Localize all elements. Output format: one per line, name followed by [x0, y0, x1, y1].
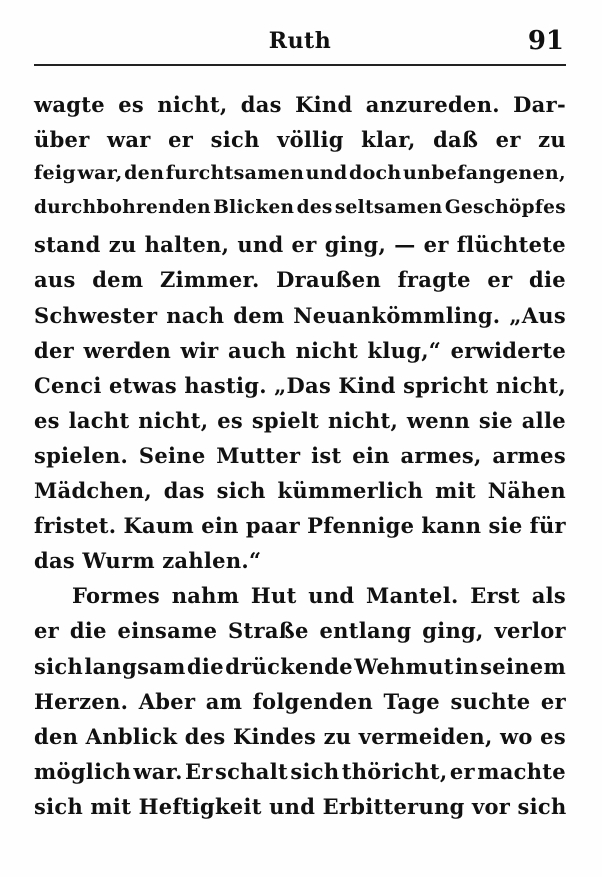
word: unbefangenen,	[403, 162, 566, 185]
word: mit	[90, 793, 132, 819]
text-line	[34, 373, 566, 408]
word: dem	[233, 302, 285, 328]
word: Straße	[228, 618, 309, 644]
word: Cenci	[34, 372, 102, 398]
word: völlig	[277, 127, 344, 153]
text-line	[34, 127, 566, 162]
text-line	[34, 232, 566, 267]
word: wo	[500, 723, 533, 749]
word: er	[449, 758, 475, 784]
word: sich	[210, 127, 260, 153]
word: kann	[421, 513, 482, 539]
word: er	[487, 267, 513, 293]
word: sich	[290, 758, 340, 784]
text-line	[34, 618, 566, 653]
word: „Das	[274, 372, 332, 398]
word: spielt	[251, 407, 320, 433]
word: Aber	[138, 688, 196, 714]
word: vermeiden,	[358, 723, 493, 749]
word: der	[34, 337, 75, 363]
header-rule	[34, 64, 566, 66]
word: als	[531, 583, 566, 609]
text-line	[34, 689, 566, 724]
word: es	[540, 723, 566, 749]
word: feig	[34, 162, 76, 185]
word: klug,“	[367, 337, 442, 363]
word: Er	[185, 758, 213, 784]
word: er	[495, 127, 521, 153]
word: spielen.	[34, 442, 129, 468]
word: das	[34, 548, 76, 574]
body-text	[34, 92, 566, 829]
word: Schwester	[34, 302, 158, 328]
word: Mutter	[216, 442, 301, 468]
word: zu	[538, 127, 566, 153]
text-line	[34, 724, 566, 759]
word: am	[205, 688, 243, 714]
word: verlor	[494, 618, 566, 644]
word: vor	[471, 793, 511, 819]
word: Anblick	[85, 723, 178, 749]
word: zu	[323, 723, 352, 749]
word: Mädchen,	[34, 478, 152, 504]
text-line	[34, 654, 566, 689]
word: Erst	[470, 583, 521, 609]
word: nicht,	[327, 407, 399, 433]
word: hastig.	[184, 372, 267, 398]
word: Mantel.	[366, 583, 459, 609]
word: entlang	[319, 618, 412, 644]
word: doch	[349, 162, 402, 185]
text-line	[34, 583, 566, 618]
word: er	[291, 232, 317, 258]
word: anzureden.	[365, 92, 500, 117]
word: und	[308, 583, 355, 609]
word: Kindes	[232, 723, 317, 749]
word: ein	[201, 513, 239, 539]
word: Dar-	[513, 92, 566, 117]
word: Zimmer.	[159, 267, 260, 293]
text-line	[34, 338, 566, 373]
word: —	[394, 232, 416, 258]
word: das	[240, 92, 282, 117]
word: es	[34, 407, 60, 433]
word: nicht,	[138, 407, 209, 433]
word: war,	[77, 162, 123, 185]
text-line	[34, 267, 566, 302]
word: einsame	[117, 618, 218, 644]
word: über	[34, 127, 90, 153]
word: in	[455, 653, 479, 679]
word: „Aus	[509, 302, 566, 328]
word: war.	[133, 758, 183, 784]
word: Kaum	[123, 513, 195, 539]
word: und	[305, 162, 348, 185]
text-line	[34, 303, 566, 338]
word: wir	[180, 337, 219, 363]
word: sich	[34, 653, 84, 679]
word: nicht	[295, 337, 359, 363]
word: Wurm	[82, 548, 155, 574]
text-line	[34, 794, 566, 829]
running-title: Ruth	[268, 28, 332, 54]
word: fristet.	[34, 513, 117, 539]
word: fragte	[397, 267, 471, 293]
word: langsam	[84, 653, 186, 679]
text-line	[34, 162, 566, 197]
word: sie	[488, 513, 523, 539]
word: Geschöpfes	[444, 197, 566, 219]
word: nach	[166, 302, 225, 328]
word: drückende	[225, 653, 353, 679]
word: er	[34, 618, 60, 644]
word: Kind	[295, 92, 353, 117]
word: ging,	[324, 232, 387, 258]
word: des	[184, 723, 226, 749]
word: folgenden	[252, 688, 374, 714]
word: war	[107, 127, 151, 153]
word: den	[124, 162, 165, 185]
word: ging,	[422, 618, 484, 644]
word: zahlen.“	[162, 548, 262, 574]
word: halten,	[144, 232, 230, 258]
word: suchte	[450, 688, 531, 714]
word: flüchtete	[456, 232, 566, 258]
word: Kind	[338, 372, 396, 398]
word: und	[269, 793, 316, 819]
word: die	[186, 653, 224, 679]
word: aus	[34, 267, 76, 293]
word: Formes	[72, 583, 161, 609]
word: es	[118, 92, 145, 117]
word: spricht	[403, 372, 489, 398]
word: Wehmut	[354, 653, 454, 679]
text-line	[34, 197, 566, 232]
page-header	[34, 22, 566, 62]
word: die	[69, 618, 107, 644]
word: Nähen	[487, 478, 566, 504]
word: Neuankömmling.	[293, 302, 501, 328]
word: alle	[521, 407, 566, 433]
word: klar,	[361, 127, 416, 153]
word: werden	[83, 337, 172, 363]
word: erwiderte	[450, 337, 566, 363]
word: das	[163, 478, 205, 504]
text-line	[34, 759, 566, 794]
word: nicht,	[495, 372, 566, 398]
word: sich	[517, 793, 567, 819]
word: stand	[34, 232, 101, 258]
word: zu	[108, 232, 137, 258]
word: Herzen.	[34, 688, 129, 714]
word: möglich	[34, 758, 132, 784]
word: es	[217, 407, 243, 433]
word: dem	[92, 267, 144, 293]
word: Hut	[250, 583, 297, 609]
text-line	[34, 443, 566, 478]
word: wenn	[406, 407, 471, 433]
word: auch	[227, 337, 287, 363]
word: den	[34, 723, 79, 749]
word: er	[540, 688, 566, 714]
text-line	[34, 548, 566, 583]
word: daß	[433, 127, 479, 153]
word: er	[168, 127, 194, 153]
word: für	[529, 513, 566, 539]
word: Heftigkeit	[138, 793, 262, 819]
word: nicht,	[157, 92, 228, 117]
word: Blicken	[213, 197, 295, 219]
page-number: 91	[527, 26, 564, 56]
word: machte	[477, 758, 566, 784]
word: Tage	[383, 688, 440, 714]
word: er	[423, 232, 449, 258]
text-line	[34, 92, 566, 127]
word: mit	[435, 478, 476, 504]
word: sich	[34, 793, 84, 819]
word: sich	[216, 478, 266, 504]
word: nahm	[171, 583, 240, 609]
word: Pfennige	[307, 513, 415, 539]
word: paar	[245, 513, 300, 539]
word: Draußen	[276, 267, 382, 293]
word: Erbitterung	[322, 793, 465, 819]
text-line	[34, 513, 566, 548]
word: Seine	[138, 442, 206, 468]
text-line	[34, 408, 566, 443]
word: ein	[352, 442, 390, 468]
word: die	[529, 267, 566, 293]
word: seinem	[480, 653, 566, 679]
word: sie	[478, 407, 513, 433]
word: lacht	[68, 407, 130, 433]
word: armes	[492, 442, 566, 468]
word: kümmerlich	[277, 478, 424, 504]
word: durchbohrenden	[34, 197, 211, 219]
text-line	[34, 478, 566, 513]
word: und	[237, 232, 284, 258]
word: seltsamen	[334, 197, 443, 219]
word: etwas	[108, 372, 178, 398]
word: wagte	[34, 92, 105, 117]
word: schalt	[215, 758, 288, 784]
word: ist	[311, 442, 342, 468]
word: thöricht,	[341, 758, 448, 784]
word: furchtsamen	[165, 162, 305, 185]
word: des	[296, 197, 333, 219]
word: armes,	[400, 442, 482, 468]
